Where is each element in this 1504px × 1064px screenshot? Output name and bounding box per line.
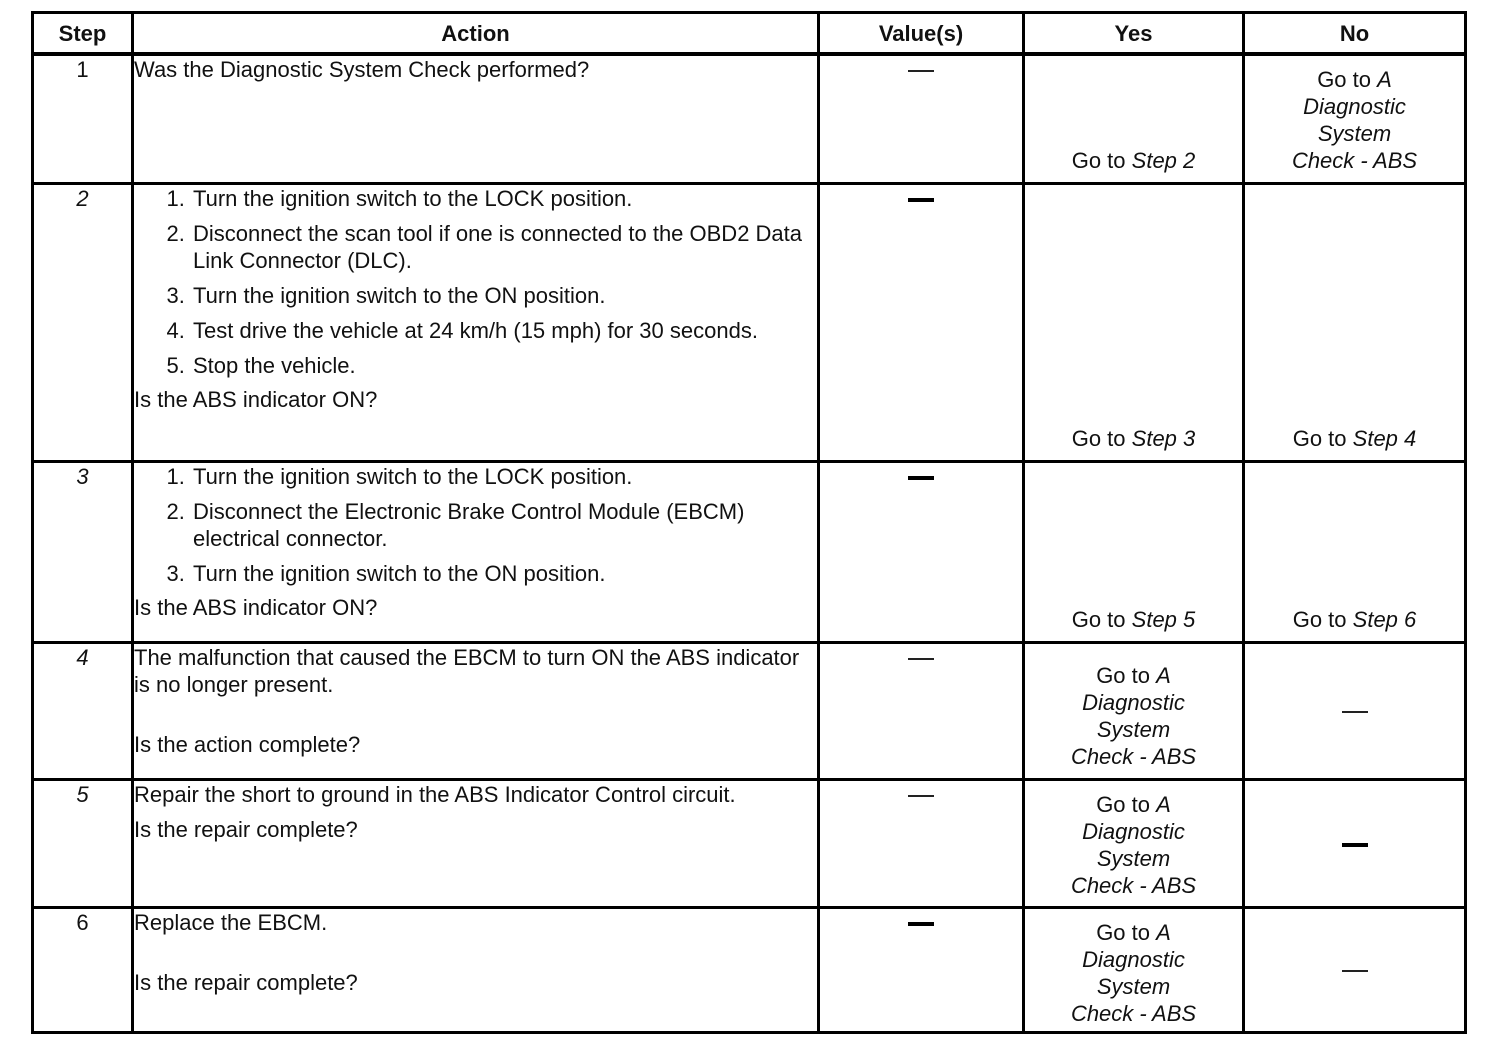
action-cell [133, 54, 819, 183]
value-cell [819, 54, 1024, 183]
value-dash [908, 658, 934, 660]
action-question: Is the repair complete? [134, 969, 358, 995]
yes-target: Step 3 [1131, 425, 1196, 451]
yes-cell [1024, 907, 1244, 1032]
value-dash [908, 70, 934, 72]
value-dash [908, 198, 934, 202]
no-target-line: A [1377, 67, 1392, 92]
step-number: 1 [33, 54, 133, 183]
yes-target-line: A [1156, 791, 1171, 817]
yes-target: Step 5 [1131, 606, 1196, 632]
diagnostic-table [31, 11, 1467, 1034]
value-dash [908, 795, 934, 797]
yes-target-line: System [1096, 716, 1171, 742]
action-question: Is the ABS indicator ON? [134, 386, 378, 412]
action-step: 3. Turn the ignition switch to the ON position. [191, 282, 817, 309]
header-action: Action [133, 13, 819, 55]
yes-cell [1024, 183, 1244, 461]
yes-prefix: Go to [1096, 662, 1150, 688]
table-row [33, 183, 1466, 461]
action-step: 1. Turn the ignition switch to the LOCK position. [191, 463, 817, 490]
yes-cell [1024, 54, 1244, 183]
yes-cell [1024, 461, 1244, 642]
header-step: Step [33, 13, 133, 55]
value-cell [819, 642, 1024, 779]
no-cell [1244, 183, 1466, 461]
table-row [33, 461, 1466, 642]
action-cell [133, 642, 819, 779]
no-dash [1342, 843, 1368, 847]
value-cell [819, 779, 1024, 907]
header-yes: Yes [1024, 13, 1244, 55]
no-cell [1244, 779, 1466, 907]
step-number: 5 [33, 779, 133, 907]
action-question: Is the action complete? [134, 731, 361, 757]
value-cell [819, 183, 1024, 461]
no-target-line: Check - ABS [1291, 148, 1418, 173]
yes-prefix: Go to [1071, 606, 1126, 632]
yes-target-line: Check - ABS [1070, 1000, 1197, 1026]
yes-cell [1024, 642, 1244, 779]
yes-target-line: Diagnostic [1082, 689, 1185, 715]
value-dash [908, 922, 934, 926]
header-values: Value(s) [819, 13, 1024, 55]
yes-cell [1024, 779, 1244, 907]
yes-target-line: A [1156, 919, 1171, 945]
yes-prefix: Go to [1071, 425, 1126, 451]
no-target-line: System [1317, 121, 1392, 146]
step-number: 6 [33, 907, 133, 1032]
yes-target: Step 2 [1131, 147, 1196, 173]
step-number: 4 [33, 642, 133, 779]
action-steps-list [134, 463, 817, 587]
value-cell [819, 461, 1024, 642]
action-step: 4. Test drive the vehicle at 24 km/h (15 mph) for 30 seconds. [191, 317, 817, 344]
header-row [33, 13, 1466, 55]
step-number: 3 [33, 461, 133, 642]
no-cell [1244, 461, 1466, 642]
yes-target-line: System [1096, 973, 1171, 999]
value-dash [908, 476, 934, 480]
no-target: Step 4 [1352, 425, 1417, 451]
no-cell [1244, 54, 1466, 183]
action-step: 3. Turn the ignition switch to the ON position. [191, 560, 817, 587]
action-cell [133, 779, 819, 907]
action-cell [133, 461, 819, 642]
table-row [33, 907, 1466, 1032]
table-row [33, 642, 1466, 779]
action-text: The malfunction that caused the EBCM to turn ON the ABS indicator is no longer present. [134, 644, 800, 697]
action-step: 1. Turn the ignition switch to the LOCK position. [191, 185, 817, 212]
no-cell [1244, 907, 1466, 1032]
action-step: 5. Stop the vehicle. [191, 352, 817, 379]
step-number: 2 [33, 183, 133, 461]
yes-prefix: Go to [1071, 147, 1126, 173]
action-cell [133, 907, 819, 1032]
no-target: Step 6 [1352, 606, 1417, 632]
action-step: 2. Disconnect the scan tool if one is connected to the OBD2 Data Link Connector (DLC). [191, 220, 817, 274]
yes-prefix: Go to [1096, 919, 1150, 945]
no-dash [1342, 711, 1368, 713]
yes-target-line: A [1156, 662, 1171, 688]
action-text: Was the Diagnostic System Check performed? [134, 57, 590, 82]
action-cell [133, 183, 819, 461]
yes-target-line: Check - ABS [1070, 872, 1197, 898]
table-row [33, 779, 1466, 907]
header-no: No [1244, 13, 1466, 55]
yes-target-line: Check - ABS [1070, 743, 1197, 769]
no-prefix: Go to [1317, 67, 1371, 92]
yes-target-line: System [1096, 845, 1171, 871]
no-target-line: Diagnostic [1303, 94, 1406, 119]
action-step: 2. Disconnect the Electronic Brake Control Module (EBCM) electrical connector. [191, 498, 817, 552]
value-cell [819, 907, 1024, 1032]
action-question: Is the repair complete? [134, 816, 358, 842]
action-question: Is the ABS indicator ON? [134, 594, 378, 620]
action-steps-list [134, 185, 817, 379]
no-prefix: Go to [1292, 606, 1347, 632]
action-text: Repair the short to ground in the ABS Indicator Control circuit. [134, 781, 736, 807]
yes-target-line: Diagnostic [1082, 818, 1185, 844]
no-cell [1244, 642, 1466, 779]
yes-prefix: Go to [1096, 791, 1150, 817]
action-text: Replace the EBCM. [134, 909, 328, 935]
yes-target-line: Diagnostic [1082, 946, 1185, 972]
table-row [33, 54, 1466, 183]
no-dash [1342, 970, 1368, 972]
no-prefix: Go to [1292, 425, 1347, 451]
